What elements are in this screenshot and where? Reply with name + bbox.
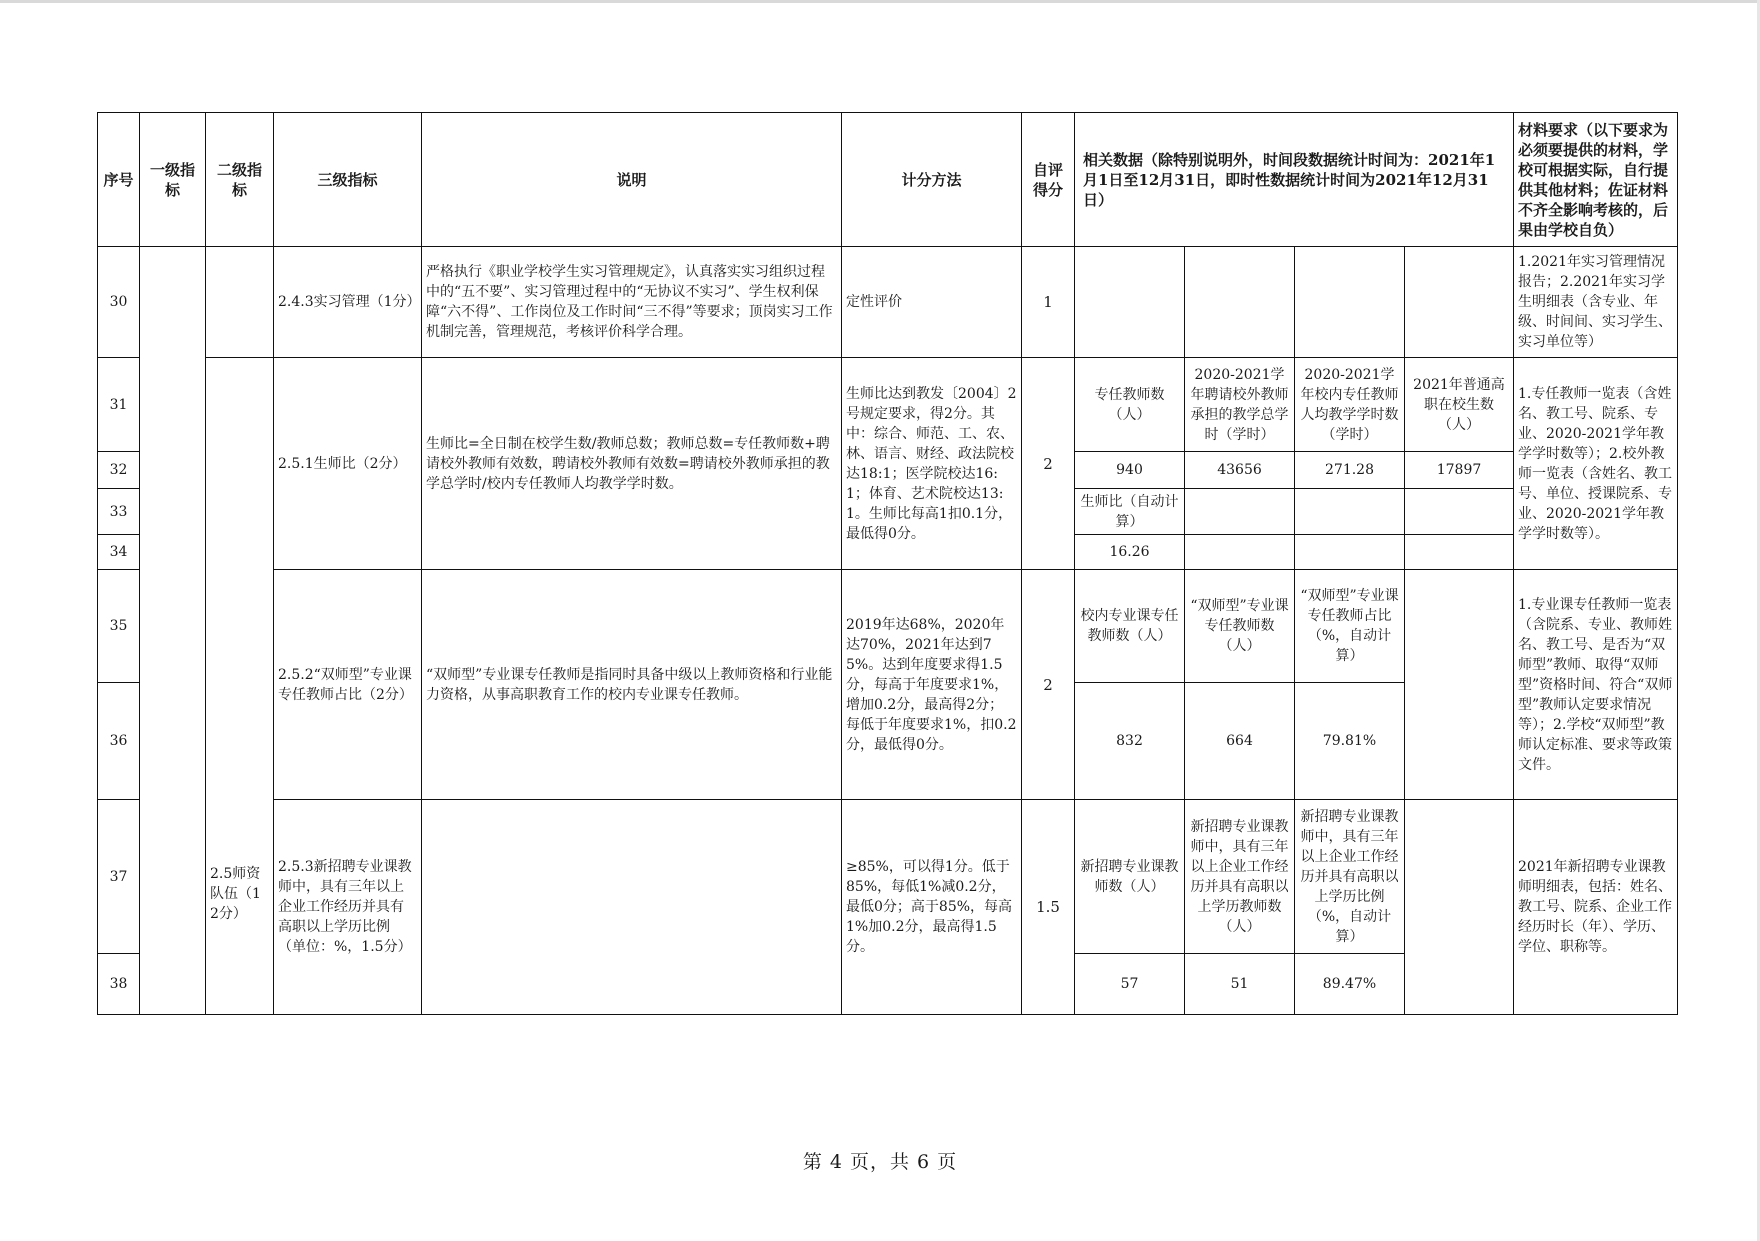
scoring-cell: ≥85%，可以得1分。低于85%，每低1%减0.2分，最低0分；高于85%，每高1%加0.2分，最高得1.5分。 — [842, 800, 1022, 1015]
seq-cell: 34 — [98, 535, 140, 570]
data-label-cell: 新招聘专业课教师数（人） — [1075, 800, 1185, 954]
seq-cell: 33 — [98, 489, 140, 535]
header-row — [98, 113, 1678, 247]
level1-cell — [140, 247, 206, 1015]
self-score-cell: 1 — [1022, 247, 1075, 358]
level2-cell: 2.5师资队伍（12分） — [206, 358, 274, 1015]
table-row — [98, 247, 1678, 358]
scoring-cell: 定性评价 — [842, 247, 1022, 358]
data-label-cell: 生师比（自动计算） — [1075, 489, 1185, 535]
header-level1: 一级指标 — [140, 113, 206, 247]
header-level3: 三级指标 — [274, 113, 422, 247]
data-cell — [1405, 247, 1514, 358]
header-self-score: 自评得分 — [1022, 113, 1075, 247]
seq-cell: 38 — [98, 954, 140, 1015]
data-label-cell: 新招聘专业课教师中，具有三年以上企业工作经历并具有高职以上学历教师数（人） — [1185, 800, 1295, 954]
data-cell — [1295, 489, 1405, 535]
data-value-cell: 940 — [1075, 452, 1185, 489]
level3-cell: 2.5.1生师比（2分） — [274, 358, 422, 570]
data-cell — [1405, 535, 1514, 570]
data-cell — [1295, 247, 1405, 358]
data-cell — [1405, 570, 1514, 800]
header-materials: 材料要求（以下要求为必须要提供的材料，学校可根据实际，自行提供其他材料；佐证材料不齐全影响考核的，后果由学校自负） — [1514, 113, 1678, 247]
seq-cell: 32 — [98, 452, 140, 489]
description-cell: 生师比=全日制在校学生数/教师总数；教师总数=专任教师数+聘请校外教师有效数，聘请校外教师有效数=聘请校外教师承担的教学总学时/校内专任教师人均教学学时数。 — [422, 358, 842, 570]
data-value-cell: 17897 — [1405, 452, 1514, 489]
data-value-cell: 664 — [1185, 683, 1295, 800]
data-value-cell: 57 — [1075, 954, 1185, 1015]
scan-edge-top — [0, 0, 1760, 3]
level2-cell — [206, 247, 274, 358]
material-cell: 1.专任教师一览表（含姓名、教工号、院系、专业、2020-2021学年教学学时数等）；2.校外教师一览表（含姓名、教工号、单位、授课院系、专业、2020-2021学年教学学时数等）。 — [1514, 358, 1678, 570]
header-related-data: 相关数据（除特别说明外，时间段数据统计时间为：2021年1月1日至12月31日，即时性数据统计时间为2021年12月31日） — [1075, 113, 1514, 247]
data-value-cell: 89.47% — [1295, 954, 1405, 1015]
level3-cell: 2.5.3新招聘专业课教师中，具有三年以上企业工作经历并具有高职以上学历比例（单位：%，1.5分） — [274, 800, 422, 1015]
scoring-cell: 生师比达到教发〔2004〕2号规定要求，得2分。其中：综合、师范、工、农、林、语言、财经、政法院校达18:1；医学院校达16:1；体育、艺术院校达13:1。生师比每高1扣0.1分，最低得0分。 — [842, 358, 1022, 570]
seq-cell: 31 — [98, 358, 140, 452]
header-seq: 序号 — [98, 113, 140, 247]
seq-cell: 30 — [98, 247, 140, 358]
data-cell — [1295, 535, 1405, 570]
self-score-cell: 1.5 — [1022, 800, 1075, 1015]
data-value-cell: 51 — [1185, 954, 1295, 1015]
data-cell — [1405, 800, 1514, 1015]
data-cell — [1185, 247, 1295, 358]
data-label-cell: “双师型”专业课专任教师数（人） — [1185, 570, 1295, 683]
table-row — [98, 800, 1678, 954]
evaluation-table — [97, 112, 1678, 1015]
self-score-cell: 2 — [1022, 358, 1075, 570]
header-scoring: 计分方法 — [842, 113, 1022, 247]
data-value-cell: 16.26 — [1075, 535, 1185, 570]
data-cell — [1185, 489, 1295, 535]
level3-cell: 2.4.3实习管理（1分） — [274, 247, 422, 358]
data-value-cell: 832 — [1075, 683, 1185, 800]
table-row — [98, 570, 1678, 683]
header-level2: 二级指标 — [206, 113, 274, 247]
self-score-cell: 2 — [1022, 570, 1075, 800]
header-description: 说明 — [422, 113, 842, 247]
material-cell: 1.专业课专任教师一览表（含院系、专业、教师姓名、教工号、是否为“双师型”教师、取得“双师型”资格时间、符合“双师型”教师认定要求情况等）；2.学校“双师型”教师认定标准、要求等政策文件。 — [1514, 570, 1678, 800]
data-label-cell: 2021年普通高职在校生数（人） — [1405, 358, 1514, 452]
data-label-cell: 2020-2021学年校内专任教师人均教学学时数（学时） — [1295, 358, 1405, 452]
data-cell — [1185, 535, 1295, 570]
page-number: 第 4 页，共 6 页 — [802, 1151, 958, 1173]
seq-cell: 35 — [98, 570, 140, 683]
data-label-cell: 校内专业课专任教师数（人） — [1075, 570, 1185, 683]
data-label-cell: “双师型”专业课专任教师占比（%，自动计算） — [1295, 570, 1405, 683]
material-cell: 2021年新招聘专业课教师明细表，包括：姓名、教工号、院系、企业工作经历时长（年）、学历、学位、职称等。 — [1514, 800, 1678, 1015]
table-row — [98, 358, 1678, 452]
material-cell: 1.2021年实习管理情况报告；2.2021年实习学生明细表（含专业、年级、时间间、实习学生、实习单位等） — [1514, 247, 1678, 358]
description-cell: 严格执行《职业学校学生实习管理规定》，认真落实实习组织过程中的“五不要”、实习管理过程中的“无协议不实习”、学生权利保障“六不得”、工作岗位及工作时间“三不得”等要求；顶岗实习工作机制完善，管理规范，考核评价科学合理。 — [422, 247, 842, 358]
data-label-cell: 新招聘专业课教师中，具有三年以上企业工作经历并具有高职以上学历比例（%，自动计算） — [1295, 800, 1405, 954]
seq-cell: 36 — [98, 683, 140, 800]
level3-cell: 2.5.2“双师型”专业课专任教师占比（2分） — [274, 570, 422, 800]
scoring-cell: 2019年达68%，2020年达70%，2021年达到75%。达到年度要求得1.5分，每高于年度要求1%，增加0.2分，最高得2分；每低于年度要求1%，扣0.2分，最低得0分。 — [842, 570, 1022, 800]
description-cell — [422, 800, 842, 1015]
data-label-cell: 专任教师数（人） — [1075, 358, 1185, 452]
data-label-cell: 2020-2021学年聘请校外教师承担的教学总学时（学时） — [1185, 358, 1295, 452]
seq-cell: 37 — [98, 800, 140, 954]
data-cell — [1405, 489, 1514, 535]
data-value-cell: 43656 — [1185, 452, 1295, 489]
data-cell — [1075, 247, 1185, 358]
data-value-cell: 271.28 — [1295, 452, 1405, 489]
data-value-cell: 79.81% — [1295, 683, 1405, 800]
description-cell: “双师型”专业课专任教师是指同时具备中级以上教师资格和行业能力资格，从事高职教育工作的校内专业课专任教师。 — [422, 570, 842, 800]
